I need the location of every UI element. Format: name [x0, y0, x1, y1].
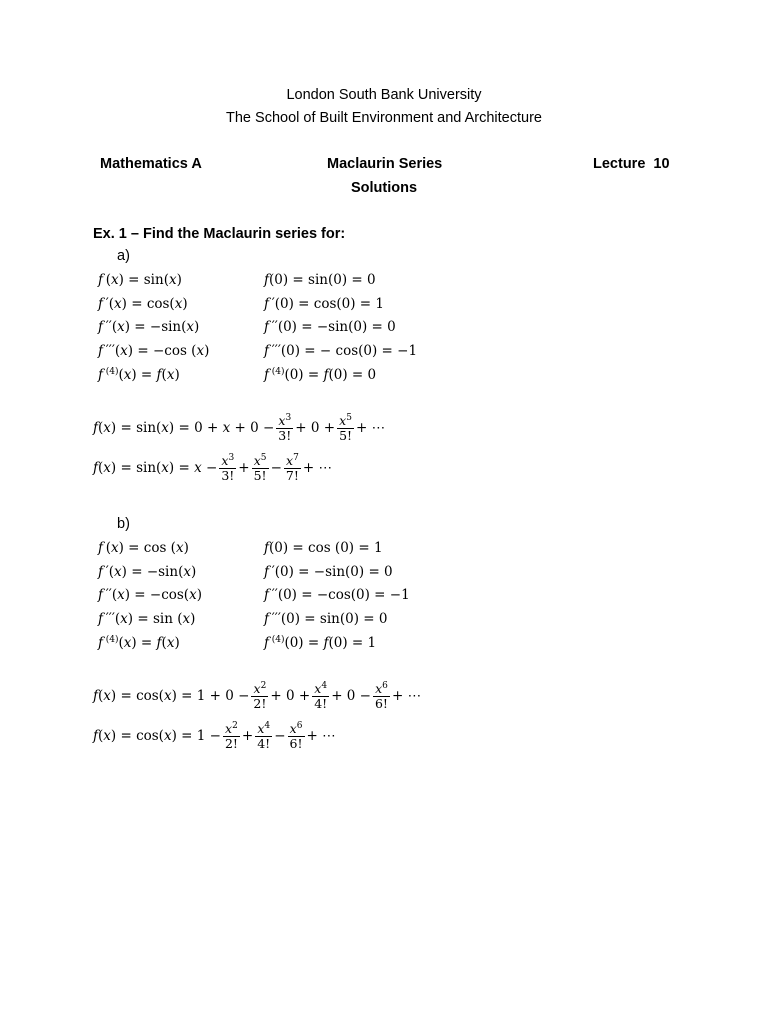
- course-name: Mathematics A: [100, 156, 202, 172]
- part-b-derivative-4: f $^{(4)}$(x) = f(x): [98, 635, 180, 651]
- part-b-derivative-2: f ′′(x) = −cos(x): [98, 587, 202, 603]
- part-a-value-3: f ′′′(0) = − cos(0) = −1: [264, 343, 418, 359]
- exercise-title: Ex. 1 – Find the Maclaurin series for:: [93, 226, 346, 242]
- part-b-series-simplified: f(x) = cos(x) = 1 − $\frac{x^2}{2!}$ + $\frac{x^4}{4!}$ − $\frac{x^6}{6!}$ + ⋯: [93, 721, 336, 752]
- part-b-derivative-0: f (x) = cos (x): [98, 540, 189, 556]
- part-a-label: a): [117, 248, 130, 264]
- part-a-series-simplified: f(x) = sin(x) = x − $\frac{x^3}{3!}$ + $\frac{x^5}{5!}$ − $\frac{x^7}{7!}$ + ⋯: [93, 453, 332, 484]
- part-a-series-expanded: f(x) = sin(x) = 0 + x + 0 − $\frac{x^3}{3!}$ + 0 + $\frac{x^5}{5!}$ + ⋯: [93, 413, 386, 444]
- part-b-value-2: f ′′(0) = −cos(0) = −1: [264, 587, 410, 603]
- part-a-derivative-3: f ′′′(x) = −cos (x): [98, 343, 210, 359]
- part-a-derivative-1: f ′(x) = cos(x): [98, 296, 188, 312]
- part-a-derivative-4: f $^{(4)}$(x) = f(x): [98, 367, 180, 383]
- part-b-series-expanded: f(x) = cos(x) = 1 + 0 − $\frac{x^2}{2!}$ + 0 + $\frac{x^4}{4!}$ + 0 − $\frac{x^6}{6!}$ + ⋯: [93, 681, 422, 712]
- part-a-value-0: f(0) = sin(0) = 0: [264, 272, 376, 288]
- part-b-derivative-3: f ′′′(x) = sin (x): [98, 611, 196, 627]
- part-b-value-1: f ′(0) = −sin(0) = 0: [264, 564, 393, 580]
- part-b-value-4: f $^{(4)}$(0) = f(0) = 1: [264, 635, 377, 651]
- part-b-derivative-1: f ′(x) = −sin(x): [98, 564, 197, 580]
- part-a-derivative-0: f (x) = sin(x): [98, 272, 182, 288]
- lecture-number: Lecture 10: [593, 156, 670, 172]
- part-a-value-1: f ′(0) = cos(0) = 1: [264, 296, 385, 312]
- part-b-label: b): [117, 516, 130, 532]
- part-b-value-0: f(0) = cos (0) = 1: [264, 540, 383, 556]
- university-name: London South Bank University: [286, 87, 482, 103]
- school-name: The School of Built Environment and Architecture: [226, 110, 542, 126]
- part-a-derivative-2: f ′′(x) = −sin(x): [98, 319, 200, 335]
- part-b-value-3: f ′′′(0) = sin(0) = 0: [264, 611, 388, 627]
- solutions-subtitle: Solutions: [350, 180, 418, 196]
- topic-title: Maclaurin Series: [327, 156, 443, 172]
- part-a-value-4: f $^{(4)}$(0) = f(0) = 0: [264, 367, 377, 383]
- part-a-value-2: f ′′(0) = −sin(0) = 0: [264, 319, 396, 335]
